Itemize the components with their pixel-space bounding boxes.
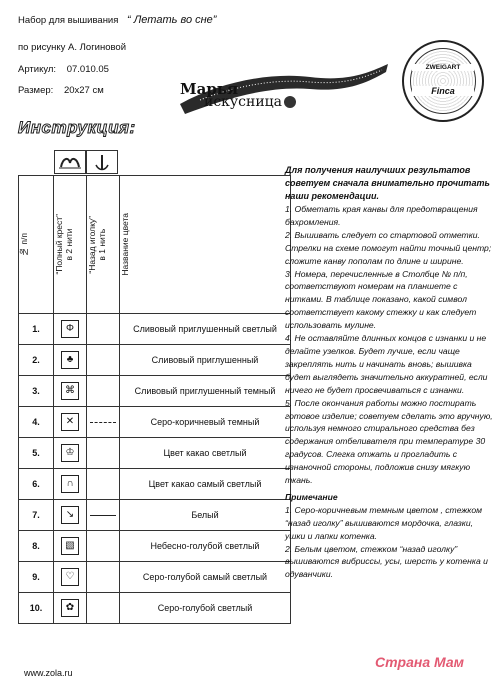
table-row [19,345,291,376]
brand-line1: Марья [180,80,239,98]
backstitch-cell [87,376,120,407]
stitch-symbol-icon: ♡ [61,568,79,586]
row-number: 7. [19,500,54,531]
instructions-column [285,164,493,581]
backstitch-cell [87,469,120,500]
table-row [19,593,291,624]
color-name: Сливовый приглушенный светлый [120,314,291,345]
watermark: Страна Мам [375,654,465,670]
seal-top-text: ZWEIGART [412,64,474,71]
thread-table [18,175,291,624]
table-row [19,407,291,438]
instruction-item: 2. Вышивать следует со стартовой отметки. Стрелки на схеме помогут найти точный центр; сложите канву пополам по длине и ширине. [285,229,492,266]
table-row [19,531,291,562]
color-name: Серо-коричневый темный [120,407,291,438]
symbol-cell [54,469,87,500]
symbol-cell [54,593,87,624]
brand-line2: искусница [204,94,283,110]
article-value: 07.010.05 [66,64,109,75]
symbol-cell [54,500,87,531]
table-row [19,562,291,593]
row-number: 1. [19,314,54,345]
kit-header [18,14,216,27]
instruction-item: 3. Номера, перечисленные в Столбце № п/п, соответствуют номерам на планшете с нитками. В таблице показано, какой символ соответствует какому стежку и как следует использовать мулине. [285,268,477,331]
article-line [18,64,109,76]
stitch-symbol-icon: ♔ [61,444,79,462]
symbol-cell [54,314,87,345]
instruction-item: 1. Обметать края канвы для предотвращения бахромления. [285,204,478,227]
color-name: Цвет какао самый светлый [120,469,291,500]
row-number: 3. [19,376,54,407]
kit-label: Набор для вышивания [18,15,119,26]
seal-bottom-text: Finca [412,86,474,96]
header-num: № п/п [19,176,54,314]
row-number: 6. [19,469,54,500]
backstitch-cell [87,345,120,376]
instructions-intro: Для получения наилучших результатов советуем сначала внимательно прочитать наши рекомендации. [285,165,490,201]
instruction-title: Инструкция: [18,118,136,137]
backstitch-line-icon [90,422,116,423]
zweigart-seal [402,40,484,122]
stitch-symbol-icon: ♣ [61,351,79,369]
color-name: Сливовый приглушенный темный [120,376,291,407]
article-label: Артикул: [18,64,57,75]
note-item: 1. Серо-коричневым темным цветом , стежком “назад иголку” вышиваются мордочка, глазки, ушки и лапки котенка. [285,504,483,541]
stitch-symbol-icon: ↘ [61,506,79,524]
backstitch-cell [87,438,120,469]
stitch-symbol-icon: ▧ [61,537,79,555]
note-item: 2. Белым цветом, стежком “назад иголку” вышиваются вибриссы, усы, шерсть у котенка и одуванчики. [285,543,488,580]
color-name: Серо-голубой самый светлый [120,562,291,593]
note-title: Примечание [285,491,338,502]
symbol-cell [54,376,87,407]
header-name: Название цвета [120,176,291,314]
stitch-symbol-icon: ⌘ [61,382,79,400]
row-number: 5. [19,438,54,469]
notes-list [285,504,493,581]
backstitch-cell [87,500,120,531]
color-name: Сливовый приглушенный [120,345,291,376]
backstitch-icon [86,150,118,174]
symbol-cell [54,345,87,376]
footer-site: www.zola.ru [24,668,73,678]
backstitch-cell [87,562,120,593]
backstitch-cell [87,314,120,345]
kit-title: “ Летать во сне” [127,14,217,26]
size-line [18,85,104,97]
row-number: 8. [19,531,54,562]
row-number: 10. [19,593,54,624]
brand-logo [160,62,390,122]
row-number: 4. [19,407,54,438]
row-number: 2. [19,345,54,376]
cross-stitch-icon [54,150,86,174]
stitch-symbol-icon: ✕ [61,413,79,431]
backstitch-cell [87,531,120,562]
symbol-cell [54,407,87,438]
size-value: 20х27 см [63,85,104,96]
backstitch-cell [87,407,120,438]
color-name: Цвет какао светлый [120,438,291,469]
table-row [19,438,291,469]
header-backstitch: “Назад иголку” в 1 нить [87,176,120,314]
color-name: Небесно-голубой светлый [120,531,291,562]
symbol-cell [54,562,87,593]
backstitch-cell [87,593,120,624]
stitch-symbol-icon: ∩ [61,475,79,493]
table-row [19,500,291,531]
header-cross: “Полный крест” в 2 нити [54,176,87,314]
table-header-row [19,176,291,314]
row-number: 9. [19,562,54,593]
backstitch-line-icon [90,515,116,516]
stitch-symbol-icon: ✿ [61,599,79,617]
table-row [19,314,291,345]
size-label: Размер: [18,85,54,96]
color-name: Серо-голубой светлый [120,593,291,624]
instruction-item: 4. Не оставляйте длинных концов с изнанки и не делайте узелков. Будет лучше, если чаще закреплять нить и начинать вновь; вышивка будет выглядеть значительно аккуратней, если ничего не будет просвечиваться с изнанки. [285,333,488,395]
stitch-symbol-icon: Φ [61,320,79,338]
author-line: по рисунку А. Логиновой [18,42,127,53]
symbol-cell [54,438,87,469]
table-row [19,376,291,407]
instruction-item: 5. После окончания работы можно постирать готовое изделие; советуем сделать это вручную, используя немного стирального средства без содержания отбеливателя при температуре 30 градусов. Слегка отжать и прогладить с изнаночной стороны, подложив снизу мягкую ткань. [285,397,493,486]
table-row [19,469,291,500]
symbol-cell [54,531,87,562]
color-name: Белый [120,500,291,531]
instructions-list [285,203,493,487]
